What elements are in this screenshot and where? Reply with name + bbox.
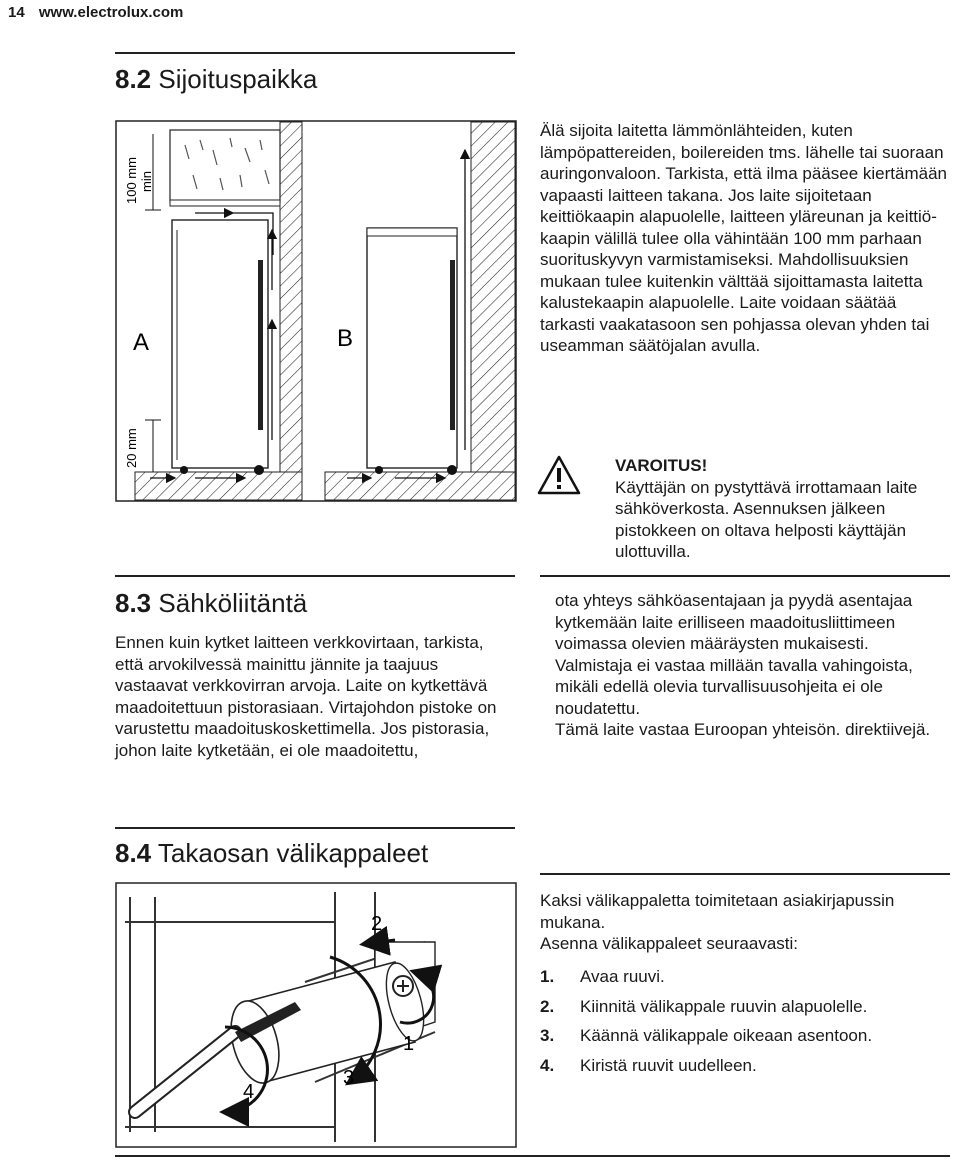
warning-block [615, 455, 945, 563]
label-b: B [337, 325, 354, 352]
warning-title: VAROITUS! [615, 456, 708, 475]
electrical-text-right: ota yhteys sähköasentajaan ja pyydä asentajaa kytkemään laite erilliseen maadoitusliittimeen voimassa olevien määräysten mukaisesti. Valmistaja ei vastaa millään tavalla vahingoista, mikäli edellä olevia turvallisuusohjeita ei ole noudatettu. Tämä laite vastaa Euroopan yhteisön. direktiivejä. [555, 591, 931, 739]
bottom-rule [115, 1155, 950, 1157]
section-rule [115, 575, 515, 577]
step-4-label: 4 [243, 1081, 255, 1103]
spacers-intro: Kaksi välikappaletta toimitetaan asiakirjapussin mukana. Asenna välikappaleet seuraavasti: [540, 891, 895, 953]
spacer-steps [540, 966, 950, 1084]
section-rule [115, 827, 515, 829]
electrical-text-left: Ennen kuin kytket laitteen verkkovirtaan, tarkista, että arvokilvessä mainittu jännite ja taajuus vastaavat verkkovirran arvoja. Laite on kytkettävä maadoitettuun pistorasiaan. Virtajohdon pistoke on varustettu maadoituskoskettimella. Jos pistorasia, johon laite kytketään, ei ole maadoitettu, [115, 633, 497, 760]
step-2-label: 2 [371, 913, 383, 935]
warning-text: Käyttäjän on pystyttävä irrottamaan laite sähköverkosta. Asennuksen jälkeen pistokkeen on oltava helposti käyttäjän ulottuvilla. [615, 477, 918, 561]
list-item: 1. Avaa ruuvi. [540, 967, 665, 986]
page-header [8, 4, 183, 21]
spacer-diagram [115, 882, 517, 1148]
section-title-8-2: 8.2 Sijoituspaikka [115, 64, 318, 94]
list-item: 4. Kiristä ruuvit uudelleen. [540, 1055, 757, 1075]
section-title-8-3: 8.3 Sähköliitäntä [115, 588, 308, 618]
dim-bottom-label: 20 mm [124, 428, 139, 468]
section-rule [540, 873, 950, 875]
section-rule [540, 575, 950, 577]
step-3-label: 3 [343, 1067, 355, 1089]
section-title-8-4: 8.4 Takaosan välikappaleet [115, 838, 429, 868]
list-item: 3. Käännä välikappale oikeaan asentoon. [540, 1026, 873, 1045]
placement-text: Älä sijoita laitetta lämmönlähteiden, kuten lämpöpattereiden, boilereiden tms. lähelle tai suoraan auringonvaloon. Tarkista, että ilma pääsee kiertämään vapaasti laitteen takana. Jos laite sijoitetaan keittiökaapin alapuolelle, laitteen yläreunan ja keittiökaapin välillä tulee olla vähintään 100 mm parhaan suorituskyvyn varmistamiseksi. Mahdollisuuksien mukaan tulee kuitenkin välttää sijoittamasta laitetta kalustekaapin alapuolelle. Laite voidaan säätää tarkasti vaakatasoon sen pohjassa olevan yhden tai useamman säätöjalan avulla. [540, 121, 947, 355]
list-item: 2. Kiinnitä välikappale ruuvin alapuolelle. [540, 996, 868, 1016]
dim-top-min-label: min [139, 171, 154, 192]
installation-diagram [115, 120, 517, 502]
section-rule [115, 52, 515, 54]
label-a: A [133, 329, 150, 356]
page-number: 14 [8, 4, 25, 21]
site-url: www.electrolux.com [38, 4, 184, 21]
step-1-label: 1 [403, 1033, 415, 1055]
dim-top-label: 100 mm [124, 157, 139, 204]
warning-icon [536, 454, 582, 496]
